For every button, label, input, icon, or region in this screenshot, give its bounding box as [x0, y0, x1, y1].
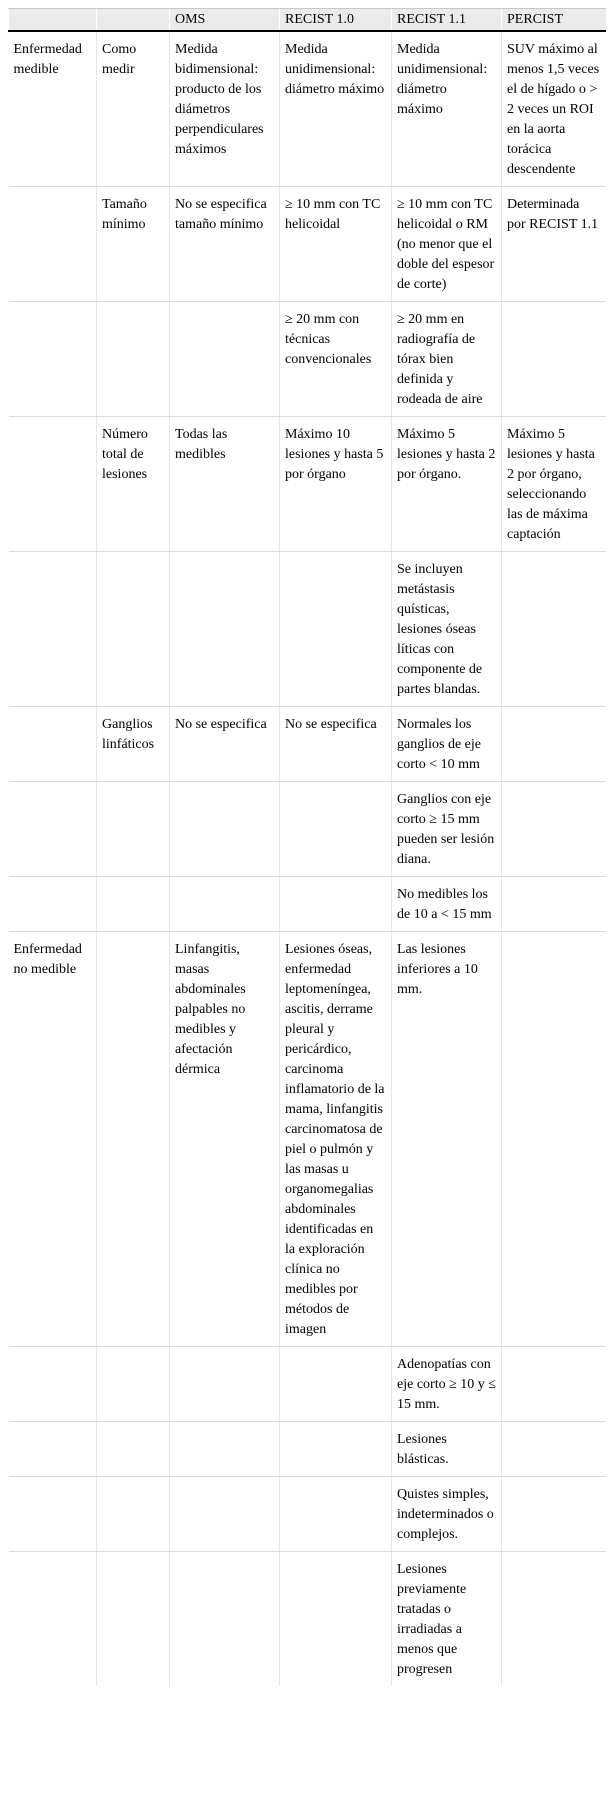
- cell-recist-1-0: [280, 552, 392, 707]
- cell-aspect: [97, 1347, 170, 1422]
- table-body: [9, 31, 606, 1686]
- cell-percist: Determinada por RECIST 1.1: [502, 187, 606, 302]
- cell-aspect: Ganglios linfáticos: [97, 707, 170, 782]
- cell-percist: [502, 707, 606, 782]
- cell-category: [9, 782, 97, 877]
- table-row: [9, 877, 606, 932]
- table-row: [9, 932, 606, 1347]
- header-cell-oms: OMS: [170, 9, 280, 32]
- cell-recist-1-0: [280, 1477, 392, 1552]
- cell-category: [9, 1422, 97, 1477]
- cell-recist-1-0: No se especifica: [280, 707, 392, 782]
- cell-recist-1-1: Quistes simples, indeterminados o complejos.: [392, 1477, 502, 1552]
- table-row: [9, 187, 606, 302]
- cell-aspect: Tamaño mínimo: [97, 187, 170, 302]
- cell-oms: [170, 1347, 280, 1422]
- cell-recist-1-1: ≥ 10 mm con TC helicoidal o RM (no menor que el doble del espesor de corte): [392, 187, 502, 302]
- cell-recist-1-1: Lesiones previamente tratadas o irradiadas a menos que progresen: [392, 1552, 502, 1687]
- cell-category: [9, 187, 97, 302]
- cell-aspect: [97, 1552, 170, 1687]
- table-row: [9, 707, 606, 782]
- cell-recist-1-0: [280, 1422, 392, 1477]
- table-row: [9, 552, 606, 707]
- table-row: [9, 1552, 606, 1687]
- table-header: [9, 9, 606, 32]
- table-row: [9, 1347, 606, 1422]
- cell-percist: [502, 552, 606, 707]
- cell-recist-1-0: Máximo 10 lesiones y hasta 5 por órgano: [280, 417, 392, 552]
- cell-recist-1-1: No medibles los de 10 a < 15 mm: [392, 877, 502, 932]
- cell-percist: SUV máximo al menos 1,5 veces el de hígado o > 2 veces un ROI en la aorta torácica descendente: [502, 31, 606, 187]
- header-cell-aspect: [97, 9, 170, 32]
- cell-category: [9, 1347, 97, 1422]
- cell-category: [9, 707, 97, 782]
- cell-aspect: [97, 782, 170, 877]
- cell-recist-1-1: Lesiones blásticas.: [392, 1422, 502, 1477]
- table-row: [9, 782, 606, 877]
- cell-oms: [170, 782, 280, 877]
- cell-category: Enfermedad no medible: [9, 932, 97, 1347]
- cell-oms: [170, 552, 280, 707]
- cell-oms: [170, 302, 280, 417]
- cell-percist: [502, 1347, 606, 1422]
- cell-recist-1-1: Medida unidimensional: diámetro máximo: [392, 31, 502, 187]
- cell-recist-1-0: [280, 877, 392, 932]
- cell-recist-1-1: Se incluyen metástasis quísticas, lesiones óseas líticas con componente de partes blandas.: [392, 552, 502, 707]
- cell-recist-1-1: Normales los ganglios de eje corto < 10 mm: [392, 707, 502, 782]
- cell-oms: No se especifica: [170, 707, 280, 782]
- header-row: [9, 9, 606, 32]
- cell-category: [9, 417, 97, 552]
- cell-aspect: [97, 552, 170, 707]
- cell-percist: [502, 302, 606, 417]
- cell-category: Enfermedad medible: [9, 31, 97, 187]
- cell-aspect: [97, 932, 170, 1347]
- table-container: [8, 8, 605, 1686]
- cell-recist-1-1: Las lesiones inferiores a 10 mm.: [392, 932, 502, 1347]
- cell-aspect: Número total de lesiones: [97, 417, 170, 552]
- table-row: [9, 417, 606, 552]
- cell-recist-1-1: ≥ 20 mm en radiografía de tórax bien definida y rodeada de aire: [392, 302, 502, 417]
- cell-aspect: Como medir: [97, 31, 170, 187]
- cell-percist: [502, 932, 606, 1347]
- cell-recist-1-1: Ganglios con eje corto ≥ 15 mm pueden ser lesión diana.: [392, 782, 502, 877]
- cell-recist-1-0: ≥ 20 mm con técnicas convencionales: [280, 302, 392, 417]
- cell-recist-1-0: [280, 782, 392, 877]
- cell-recist-1-1: Máximo 5 lesiones y hasta 2 por órgano.: [392, 417, 502, 552]
- cell-percist: [502, 1552, 606, 1687]
- cell-oms: [170, 1477, 280, 1552]
- cell-category: [9, 877, 97, 932]
- header-cell-category: [9, 9, 97, 32]
- cell-aspect: [97, 302, 170, 417]
- cell-recist-1-0: [280, 1552, 392, 1687]
- cell-recist-1-0: [280, 1347, 392, 1422]
- cell-aspect: [97, 1477, 170, 1552]
- cell-oms: [170, 1422, 280, 1477]
- cell-oms: [170, 877, 280, 932]
- cell-recist-1-0: Medida unidimensional: diámetro máximo: [280, 31, 392, 187]
- cell-oms: Todas las medibles: [170, 417, 280, 552]
- response-criteria-table: [8, 8, 606, 1686]
- cell-recist-1-0: Lesiones óseas, enfermedad leptomeníngea, ascitis, derrame pleural y pericárdico, carcinoma inflamatorio de la mama, linfangitis carcinomatosa de piel o pulmón y las masas u organomegalias abdominales identificadas en la exploración clínica no medibles por métodos de imagen: [280, 932, 392, 1347]
- cell-oms: [170, 1552, 280, 1687]
- table-row: [9, 1477, 606, 1552]
- cell-recist-1-1: Adenopatías con eje corto ≥ 10 y ≤ 15 mm.: [392, 1347, 502, 1422]
- header-cell-recist-1-1: RECIST 1.1: [392, 9, 502, 32]
- cell-percist: [502, 877, 606, 932]
- header-cell-recist-1-0: RECIST 1.0: [280, 9, 392, 32]
- cell-recist-1-0: ≥ 10 mm con TC helicoidal: [280, 187, 392, 302]
- cell-oms: Medida bidimensional: producto de los diámetros perpendiculares máximos: [170, 31, 280, 187]
- header-cell-percist: PERCIST: [502, 9, 606, 32]
- cell-percist: Máximo 5 lesiones y hasta 2 por órgano, seleccionando las de máxima captación: [502, 417, 606, 552]
- cell-oms: No se especifica tamaño mínimo: [170, 187, 280, 302]
- cell-category: [9, 1552, 97, 1687]
- cell-aspect: [97, 1422, 170, 1477]
- table-row: [9, 302, 606, 417]
- cell-category: [9, 552, 97, 707]
- cell-percist: [502, 1422, 606, 1477]
- cell-aspect: [97, 877, 170, 932]
- cell-oms: Linfangitis, masas abdominales palpables no medibles y afectación dérmica: [170, 932, 280, 1347]
- cell-category: [9, 302, 97, 417]
- table-row: [9, 1422, 606, 1477]
- cell-category: [9, 1477, 97, 1552]
- cell-percist: [502, 1477, 606, 1552]
- table-row: [9, 31, 606, 187]
- cell-percist: [502, 782, 606, 877]
